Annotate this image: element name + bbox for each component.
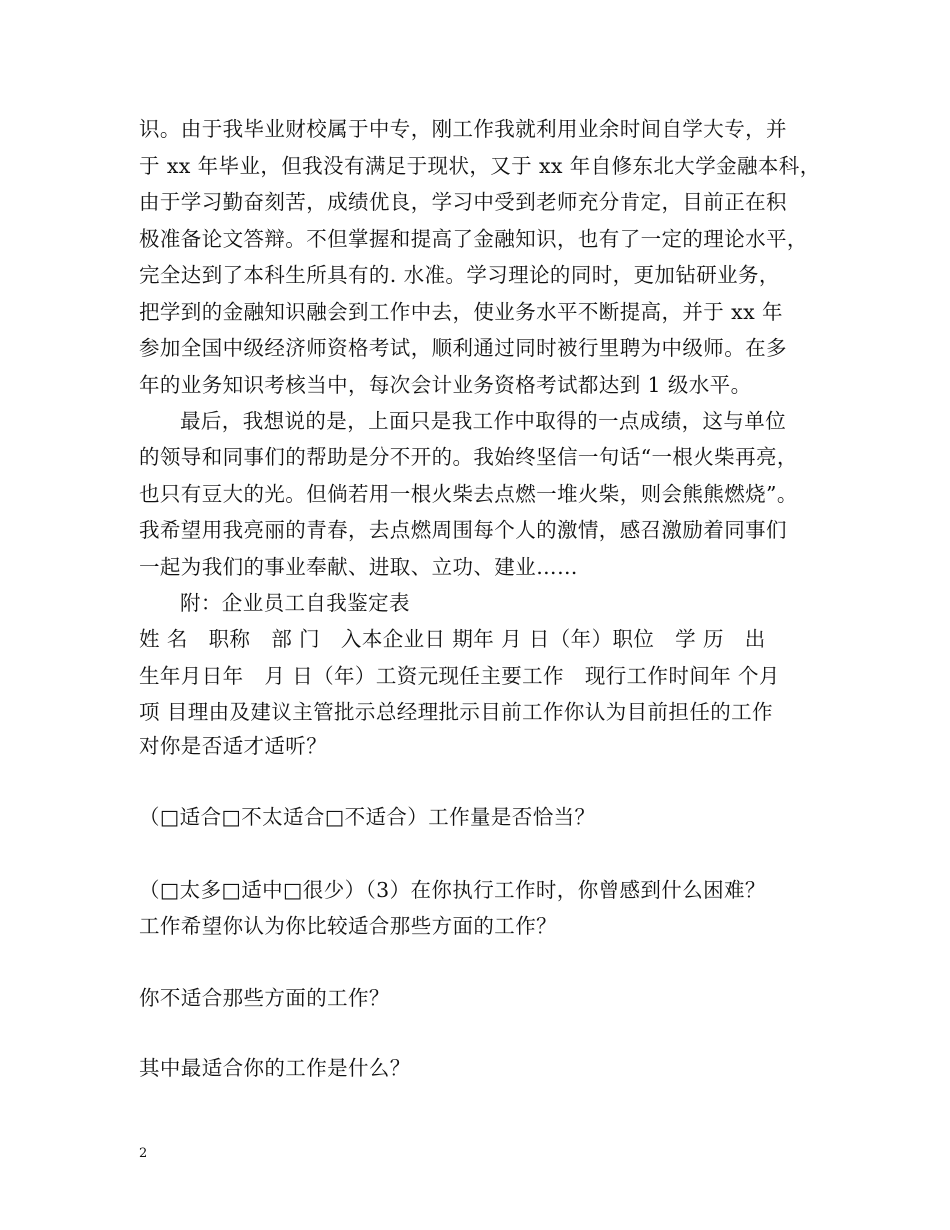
body-text-line: 于 xx 年毕业，但我没有满足于现状，又于 xx 年自修东北大学金融本科， bbox=[139, 154, 821, 178]
form-fields-line: 项 目理由及建议主管批示总经理批示目前工作你认为目前担任的工作 bbox=[139, 700, 773, 724]
paragraph-first-line: 最后，我想说的是，上面只是我工作中取得的一点成绩，这与单位 bbox=[180, 409, 787, 433]
body-text-line: 也只有豆大的光。但倘若用一根火柴去点燃一堆火柴，则会熊熊燃烧”。 bbox=[139, 482, 798, 506]
body-text-line: 完全达到了本科生所具有的. 水准。学习理论的同时，更加钻研业务， bbox=[139, 263, 780, 287]
body-text-line: 参加全国中级经济师资格考试，顺利通过同时被行里聘为中级师。在多 bbox=[139, 336, 787, 360]
form-question: 工作希望你认为你比较适合那些方面的工作？ bbox=[139, 914, 557, 938]
form-question: 你不适合那些方面的工作？ bbox=[139, 986, 390, 1010]
body-text-line: 年的业务知识考核当中，每次会计业务资格考试都达到 1 级水平。 bbox=[139, 373, 752, 397]
body-text-line: 把学到的金融知识融会到工作中去，使业务水平不断提高，并于 xx 年 bbox=[139, 300, 783, 324]
form-question: 其中最适合你的工作是什么？ bbox=[139, 1056, 411, 1080]
body-text-line: 由于学习勤奋刻苦，成绩优良，学习中受到老师充分肯定，目前正在积 bbox=[139, 190, 787, 214]
form-fields-line: 生年月日年 月 日（年）工资元现任主要工作 现行工作时间年 个月 bbox=[139, 664, 780, 688]
body-text-line: 我希望用我亮丽的青春，去点燃周围每个人的激情，感召激励着同事们 bbox=[139, 518, 787, 542]
form-question: （□适合□不太适合□不适合）工作量是否恰当？ bbox=[139, 805, 596, 829]
form-question: （□太多□适中□很少）（3）在你执行工作时，你曾感到什么困难？ bbox=[139, 878, 766, 902]
body-text-line: 极准备论文答辩。不但掌握和提高了金融知识，也有了一定的理论水平， bbox=[139, 227, 808, 251]
form-question: 对你是否适才适听？ bbox=[139, 734, 328, 758]
page-number: 2 bbox=[139, 1146, 148, 1161]
body-text-line: 一起为我们的事业奉献、进取、立功、建业…… bbox=[139, 555, 578, 579]
form-fields-line: 姓 名 职称 部 门 入本企业日 期年 月 日（年）职位 学 历 出 bbox=[139, 627, 766, 651]
body-text-line: 识。由于我毕业财校属于中专，刚工作我就利用业余时间自学大专，并 bbox=[139, 117, 787, 141]
appendix-title: 附：企业员工自我鉴定表 bbox=[180, 591, 410, 615]
body-text-line: 的领导和同事们的帮助是分不开的。我始终坚信一句话“一根火柴再亮， bbox=[139, 445, 798, 469]
